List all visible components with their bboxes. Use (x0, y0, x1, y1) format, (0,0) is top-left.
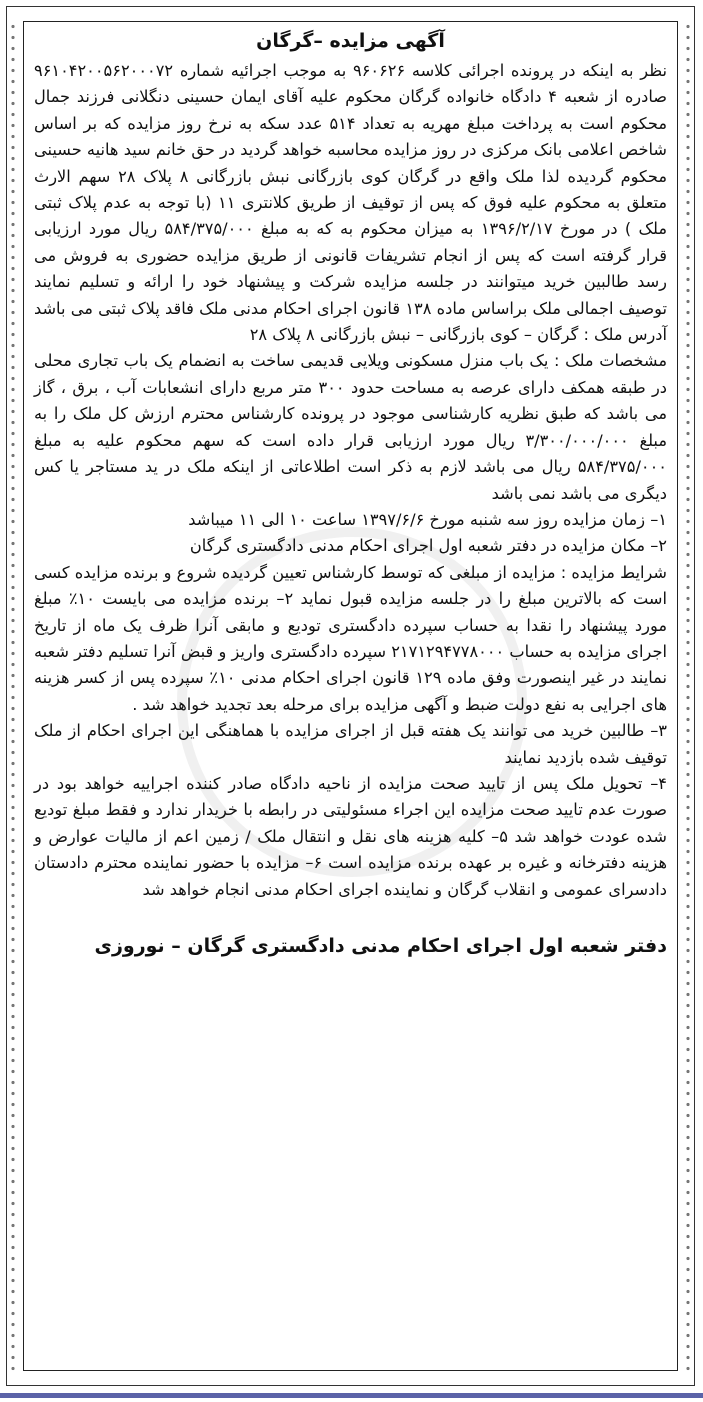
notice-signature: دفتر شعبه اول اجرای احکام مدنی دادگستری گرگان – نوروزی (94, 935, 667, 957)
paragraph-auction-place: ۲– مکان مزایده در دفتر شعبه اول اجرای احکام مدنی دادگستری گرگان (189, 536, 667, 556)
notice-frame (6, 6, 695, 1386)
paragraph-property-specs: مشخصات ملک : یک باب منزل مسکونی ویلایی قدیمی ساخت به انضمام یک باب تجاری محلی در طبقه همکف دارای عرصه به مساحت حدود ۳۰۰ متر مربع دارای انشعابات آب ، برق ، گاز می باشد که طبق نظریه کارشناسی موجود در پرونده کارشناس محترم ارزش کل ملک را به مبلغ ۳/۳۰۰/۰۰۰/۰۰۰ ریال مورد ارزیابی قرار داده است که سهم محکوم علیه به مبلغ ۵۸۴/۳۷۵/۰۰۰ ریال می باشد لازم به ذکر است اطلاعاتی از اینکه ملک در ید مستاجر یا کس دیگری می باشد نمی باشد (34, 351, 667, 503)
dotted-border-left (10, 21, 16, 1371)
paragraph-auction-time: ۱– زمان مزایده روز سه شنبه مورخ ۱۳۹۷/۶/۶ ساعت ۱۰ الی ۱۱ میباشد (188, 509, 667, 529)
paragraph-visit: ۳– طالبین خرید می توانند یک هفته قبل از اجرای مزایده با هماهنگی این اجرای احکام از ملک توقیف شده بازدید نمایند (34, 721, 667, 767)
notice-box (23, 21, 678, 1371)
paragraph-delivery: ۴– تحویل ملک پس از تایید صحت مزایده از ناحیه دادگاه صادر کننده اجراییه خواهد بود در صورت عدم تایید صحت مزایده این اجراء مسئولیتی در رابطه با خریدار ندارد و فقط مبلغ تودیع شده عودت خواهد شد ۵– کلیه هزینه های نقل و انتقال ملک / زمین اعم از مالیات عوارض و هزینه دفترخانه و غیره بر عهده برنده مزایده است ۶– مزایده با حضور نماینده محترم دادستان دادسرای عمومی و انقلاب گرگان و نماینده اجرای احکام مدنی انجام خواهد شد (34, 773, 667, 899)
dotted-border-right (685, 21, 691, 1371)
notice-title: آگهی مزایده –گرگان (256, 30, 445, 52)
paragraph-auction-conditions: شرایط مزایده : مزایده از مبلغی که توسط کارشناس تعیین گردیده شروع و برنده مزایده کسی است که بالاترین مبلغ را در جلسه مزایده قبول نماید ۲– برنده مزایده می بایست ۱۰٪ مبلغ مورد پیشنهاد را نقدا به حساب سپرده دادگستری تودیع و مابقی آنرا ظرف یک ماه از تاریخ اجرای مزایده به حساب ۲۱۷۱۲۹۴۷۷۸۰۰۰ سپرده دادگستری واریز و قبض آنرا تسلیم دفتر شعبه نمایند در غیر اینصورت وفق ماده ۱۲۹ قانون اجرای احکام مدنی ۱۰٪ سپرده پس از کسر هزینه های اجرایی به نفع دولت ضبط و آگهی مزایده برای مرحله بعد تجدید خواهد شد . (34, 562, 667, 714)
paragraph-intro: نظر به اینکه در پرونده اجرائی کلاسه ۹۶۰۶۲۶ به موجب اجرائیه شماره ۹۶۱۰۴۲۰۰۵۶۲۰۰۰۷۲ صادره از شعبه ۴ دادگاه خانواده گرگان محکوم علیه آقای ایمان حسینی دنگلانی فرزند جمال محکوم است به پرداخت مبلغ مهریه به تعداد ۵۱۴ عدد سکه به نرخ روز مزایده که بر اساس شاخص اعلامی بانک مرکزی در روز مزایده محاسبه خواهد گردید در حق خانم سید هانیه حسینی محکوم گردیده لذا ملک واقع در گرگان کوی بازرگانی نبش بازرگانی ۸ پلاک ۲۸ سهم الارث متعلق به محکوم علیه فوق که پس از توقیف از طریق کلانتری ۱۱ (با توجه به عدم پلاک ثبتی ملک ) در مورخ ۱۳۹۶/۲/۱۷ به میزان محکوم به که به مبلغ ۵۸۴/۳۷۵/۰۰۰ ریال مورد ارزیابی قرار گرفته است که پس از انجام تشریفات قانونی از طریق مزایده حضوری به فروش می رسد طالبین خرید میتوانند در جلسه مزایده شرکت و پیشنهاد خود را ارائه و تسلیم نمایند توصیف اجمالی ملک براساس ماده ۱۳۸ قانون اجرای احکام مدنی ملک فاقد پلاک ثبتی می باشد آدرس ملک : گرگان – کوی بازرگانی – نبش بازرگانی ۸ پلاک ۲۸ (34, 61, 668, 345)
bottom-accent-bar (0, 1393, 703, 1398)
